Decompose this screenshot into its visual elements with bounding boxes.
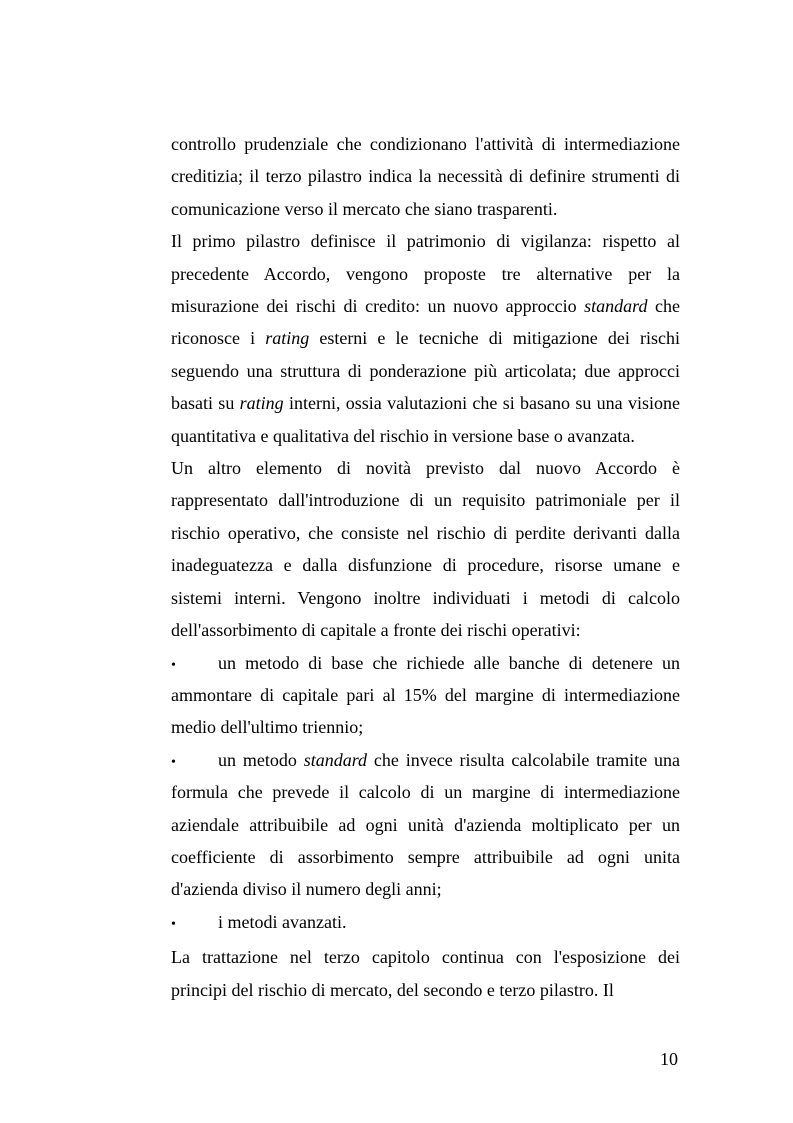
paragraph-2-text: interni, ossia valutazioni che si basano su una visione quantitativa e qualitativa del rischio in versione base o avanzata. [171, 393, 680, 446]
italic-term-standard: standard [584, 296, 648, 317]
paragraph-4: La trattazione nel terzo capitolo continua con l'esposizione dei principi del rischio di mercato, del secondo e terzo pilastro. Il [171, 947, 680, 1000]
italic-term-standard: standard [303, 749, 368, 770]
bullet-item-3 [171, 906, 680, 941]
bullet-icon: • [171, 657, 176, 673]
paragraph-2-text: Il primo pilastro definisce il patrimonio di vigilanza: rispetto al precedente Accordo, vengono proposte tre alternative per la misurazione dei rischi di credito: un nuovo approccio [171, 231, 680, 317]
italic-term-rating: rating [265, 328, 310, 349]
italic-term-rating: rating [239, 393, 284, 414]
bullet-text: un metodo di base che richiede alle banche di detenere un ammontare di capitale pari al 15% del margine di intermediazione medio dell'ultimo triennio; [171, 652, 680, 738]
bullet-text: un metodo standard che invece risulta calcolabile tramite una formula che prevede il calcolo di un margine di intermediazione aziendale attribuibile ad ogni unità d'azienda moltiplicato per un coefficiente di assorbimento sempre attribuibile ad ogni unita d'azienda diviso il numero degli anni; [171, 749, 680, 900]
bullet-icon: • [171, 754, 176, 770]
paragraph-2-text: che riconosce i [171, 296, 680, 349]
bullet-item-2 [171, 744, 680, 906]
bullet-icon: • [171, 916, 176, 932]
bullet-text: i metodi avanzati. [218, 911, 347, 932]
paragraph-3: Un altro elemento di novità previsto dal nuovo Accordo è rappresentato dall'introduzione di un requisito patrimoniale per il rischio operativo, che consiste nel rischio di perdite derivanti dalla inadeguatezza e dalla disfunzione di procedure, risorse umane e sistemi interni. Vengono inoltre individuati i metodi di calcolo dell'assorbimento di capitale a fronte dei rischi operativi: [171, 458, 680, 641]
page-body [171, 128, 680, 1006]
bullet-item-1 [171, 647, 680, 744]
paragraph-2 [171, 225, 680, 452]
paragraph-1: controllo prudenziale che condizionano l'attività di intermediazione creditizia; il terzo pilastro indica la necessità di definire strumenti di comunicazione verso il mercato che siano trasparenti. [171, 134, 680, 219]
paragraph-2-text: esterni e le tecniche di mitigazione dei rischi seguendo una struttura di ponderazione più articolata; due approcci basati su [171, 328, 681, 414]
page-number: 10 [660, 1049, 678, 1069]
